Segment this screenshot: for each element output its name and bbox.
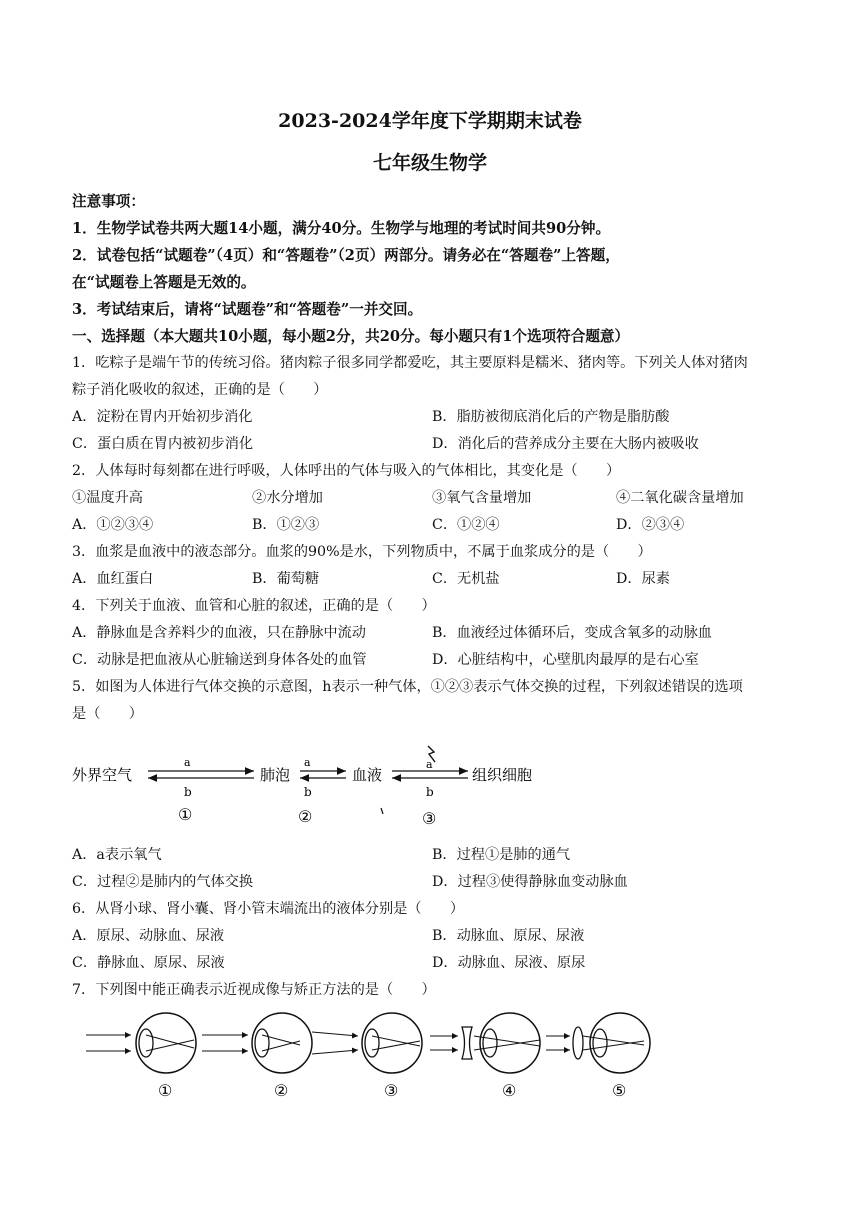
q7-stem: 7．下列图中能正确表示近视成像与矫正方法的是（ ）: [72, 982, 436, 998]
label-a-3: a: [426, 758, 433, 771]
q5-stem-cont: 是（ ）: [72, 706, 143, 722]
q6-stem: 6．从肾小球、肾小囊、肾小管末端流出的液体分别是（ ）: [72, 901, 465, 917]
q2-option-a: A．①②③④: [72, 517, 154, 533]
q4-option-b: B．血液经过体循环后，变成含氧多的动脉血: [432, 625, 712, 641]
node-tissue-cells: 组织细胞: [472, 766, 533, 784]
node-blood: 血液: [352, 766, 383, 784]
q2-statement-4: ④二氧化碳含量增加: [616, 490, 744, 506]
q6-option-a: A．原尿、动脉血、尿液: [72, 928, 225, 944]
q2-option-b: B．①②③: [252, 517, 320, 533]
q6-option-c: C．静脉血、原尿、尿液: [72, 955, 225, 971]
q1-option-a: A．淀粉在胃内开始初步消化: [72, 409, 253, 425]
eye-label-5: ⑤: [612, 1081, 627, 1100]
section-heading: 一、选择题（本大题共10小题，每小题2分，共20分。每小题只有1个选项符合题意）: [72, 328, 630, 345]
notice-item-2: 2．试卷包括“试题卷”（4页）和“答题卷”（2页）两部分。请务必在“答题卷”上答题，: [72, 247, 620, 264]
q1-option-b: B．脂肪被彻底消化后的产物是脂肪酸: [432, 409, 670, 425]
notice-item-1: 1．生物学试卷共两大题14小题，满分40分。生物学与地理的考试时间共90分钟。: [72, 220, 611, 237]
q2-option-d: D．②③④: [616, 517, 685, 533]
q6-option-d: D．动脉血、尿液、原尿: [432, 955, 586, 971]
q5-option-d: D．过程③使得静脉血变动脉血: [432, 874, 628, 890]
eye-diagram-3: [312, 1013, 422, 1100]
q6-option-b: B．动脉血、原尿、尿液: [432, 928, 585, 944]
label-a-2: a: [304, 756, 311, 769]
q2-statement-1: ①温度升高: [72, 490, 143, 506]
node-alveoli: 肺泡: [260, 766, 291, 784]
eye-diagram-5: [546, 1013, 650, 1100]
stray-mark: [381, 808, 383, 814]
q2-option-c: C．①②④: [432, 517, 500, 533]
concave-lens-icon: [462, 1027, 472, 1059]
q5-stem: 5．如图为人体进行气体交换的示意图，h表示一种气体，①②③表示气体交换的过程，下列叙述错误的选项: [72, 679, 743, 695]
page-subtitle: 七年级生物学: [372, 152, 487, 174]
q3-option-a: A．血红蛋白: [72, 571, 154, 587]
q4-option-d: D．心脏结构中，心壁肌肉最厚的是右心室: [432, 652, 699, 668]
process-1-label: ①: [178, 805, 193, 824]
label-a-1: a: [184, 756, 191, 769]
q1-stem: 1．吃粽子是端午节的传统习俗。猪肉粽子很多同学都爱吃，其主要原料是糯米、猪肉等。下列关人体对猪肉: [72, 355, 748, 371]
notice-item-3: 3．考试结束后，请将“试题卷”和“答题卷”一并交回。: [72, 301, 423, 318]
eye-label-2: ②: [274, 1081, 289, 1100]
eye-diagram-4: [430, 1013, 540, 1100]
myopia-diagrams: [86, 1010, 666, 1105]
eye-label-4: ④: [502, 1081, 517, 1100]
q5-option-b: B．过程①是肺的通气: [432, 847, 571, 863]
q1-stem-cont: 粽子消化吸收的叙述，正确的是（ ）: [72, 382, 328, 398]
q5-option-a: A．a表示氧气: [72, 847, 162, 863]
convex-lens-icon: [573, 1027, 583, 1059]
q1-option-c: C．蛋白质在胃内被初步消化: [72, 436, 254, 452]
node-outside-air: 外界空气: [72, 766, 133, 784]
q2-statement-3: ③氧气含量增加: [432, 490, 532, 506]
notice-item-2-cont: 在“试题卷上答题是无效的。: [72, 274, 256, 291]
process-3-label: ③: [422, 809, 437, 828]
q5-option-c: C．过程②是肺内的气体交换: [72, 874, 254, 890]
label-b-2: b: [304, 785, 312, 799]
eye-label-1: ①: [158, 1081, 173, 1100]
q2-statement-2: ②水分增加: [252, 490, 323, 506]
process-2-label: ②: [298, 807, 313, 826]
notice-heading: 注意事项：: [72, 193, 145, 210]
eye-diagram-1: [86, 1013, 196, 1100]
q4-option-c: C．动脉是把血液从心脏输送到身体各处的血管: [72, 652, 367, 668]
q3-option-c: C．无机盐: [432, 571, 500, 587]
eye-diagram-2: [202, 1013, 312, 1100]
q3-option-b: B．葡萄糖: [252, 571, 320, 587]
label-b-1: b: [184, 785, 192, 799]
q3-option-d: D．尿素: [616, 571, 670, 587]
q3-stem: 3．血浆是血液中的液态部分。血浆的90%是水，下列物质中，不属于血浆成分的是（ ）: [72, 544, 652, 560]
q4-stem: 4．下列关于血液、血管和心脏的叙述，正确的是（ ）: [72, 598, 436, 614]
label-b-3: b: [426, 785, 434, 799]
q4-option-a: A．静脉血是含养料少的血液，只在静脉中流动: [72, 625, 366, 641]
gas-exchange-diagram: [72, 738, 552, 830]
page-title: 2023-2024学年度下学期期末试卷: [278, 110, 582, 132]
eye-label-3: ③: [384, 1081, 399, 1100]
q2-stem: 2．人体每时每刻都在进行呼吸，人体呼出的气体与吸入的气体相比，其变化是（ ）: [72, 463, 621, 479]
q1-option-d: D．消化后的营养成分主要在大肠内被吸收: [432, 436, 699, 452]
